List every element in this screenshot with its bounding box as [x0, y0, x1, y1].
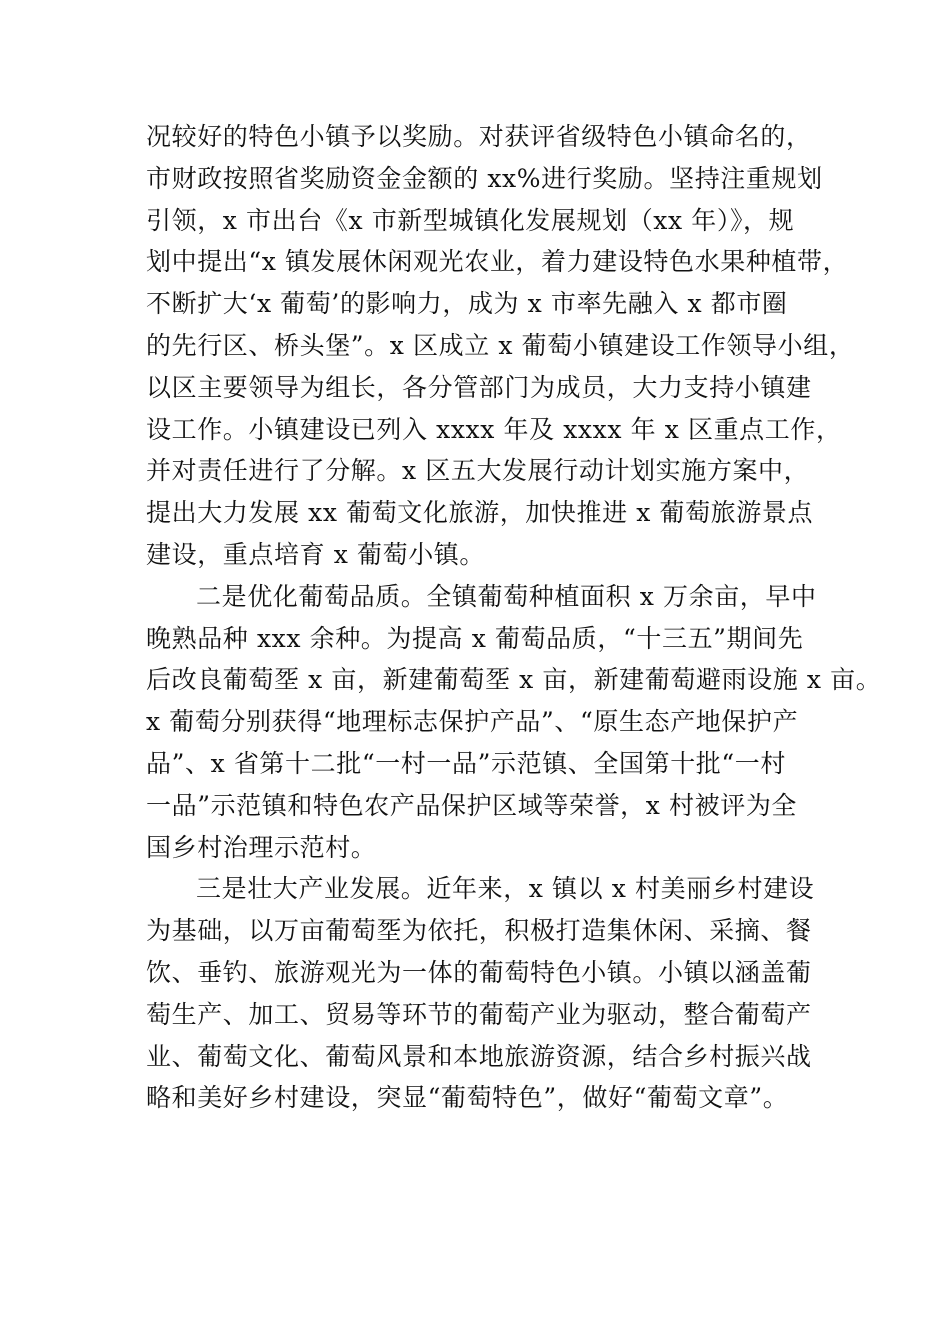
text-line: 业、葡萄文化、葡萄风景和本地旅游资源，结合乡村振兴战	[146, 1041, 812, 1071]
text-line: 市财政按照省奖励资金金额的 xx%进行奖励。坚持注重规划	[146, 163, 823, 193]
text-line: 为基础，以万亩葡萄㘸为依托，积极打造集休闲、采摘、餐	[146, 916, 812, 946]
text-line: 设工作。小镇建设已列入 xxxx 年及 xxxx 年 x 区重点工作，	[146, 414, 842, 444]
text-line: 以区主要领导为组长，各分管部门为成员，大力支持小镇建	[146, 372, 812, 402]
text-line: 划中提出“x 镇发展休闲观光农业，着力建设特色水果种植带，	[146, 247, 849, 277]
text-line: 后改良葡萄㘸 x 亩，新建葡萄㘸 x 亩，新建葡萄避雨设施 x 亩。	[146, 665, 882, 695]
text-line: 略和美好乡村建设，突显“葡萄特色”，做好“葡萄文章”。	[146, 1083, 789, 1113]
text-line: 不断扩大‘x 葡萄’的影响力，成为 x 市率先融入 x 都市圈	[146, 289, 788, 319]
text-line: 一品”示范镇和特色农产品保护区域等荣誉，x 村被评为全	[146, 790, 798, 820]
paragraph-start-line: 三是壮大产业发展。近年来，x 镇以 x 村美丽乡村建设	[196, 874, 815, 904]
text-line: 萄生产、加工、贸易等环节的葡萄产业为驱动，整合葡萄产	[146, 999, 812, 1029]
text-line: 况较好的特色小镇予以奖励。对获评省级特色小镇命名的，	[146, 122, 812, 151]
text-line: 品”、x 省第十二批“一村一品”示范镇、全国第十批“一村	[146, 748, 786, 778]
text-line: 晚熟品种 xxx 余种。为提高 x 葡萄品质，“十三五”期间先	[146, 623, 804, 653]
text-line: x 葡萄分别获得“地理标志保护产品”、“原生态产地保护产	[146, 707, 799, 737]
text-line: 引领，x 市出台《x 市新型城镇化发展规划（xx 年）》，规	[146, 205, 795, 235]
paragraph-start-line: 二是优化葡萄品质。全镇葡萄种植面积 x 万余亩，早中	[196, 581, 817, 611]
text-line: 提出大力发展 xx 葡萄文化旅游，加快推进 x 葡萄旅游景点	[146, 498, 814, 528]
body-text	[146, 116, 882, 1119]
text-line: 饮、垂钓、旅游观光为一体的葡萄特色小镇。小镇以涵盖葡	[146, 957, 812, 987]
text-line: 建设，重点培育 x 葡萄小镇。	[146, 539, 485, 569]
text-line: 国乡村治理示范村。	[146, 832, 377, 862]
text-line: 的先行区、桥头堡”。x 区成立 x 葡萄小镇建设工作领导小组，	[146, 330, 855, 360]
text-line: 并对责任进行了分解。x 区五大发展行动计划实施方案中，	[146, 456, 810, 486]
